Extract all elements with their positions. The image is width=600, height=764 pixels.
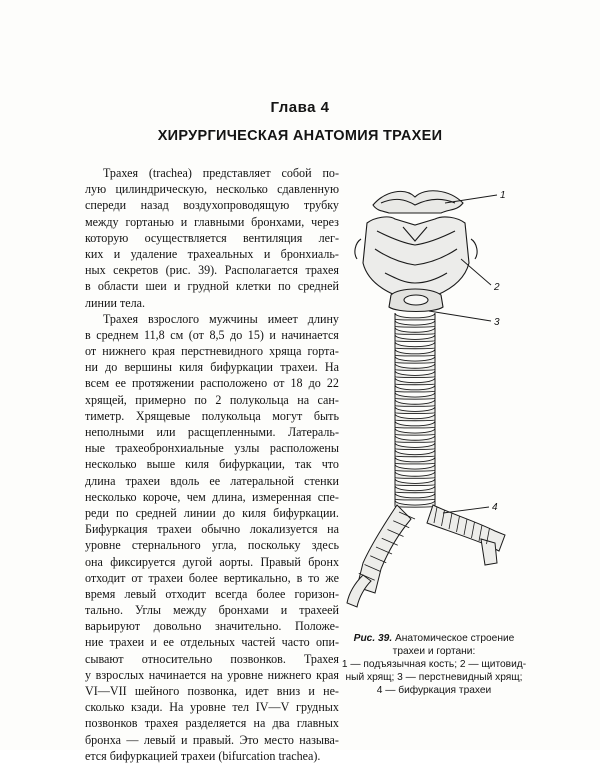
figure-label-1: 1: [500, 190, 506, 201]
text-line: ется бифуркацией трахеи (bifurcation trachea).: [85, 748, 321, 763]
text-line: Бифуркация трахеи обычно локализуется на: [85, 522, 339, 537]
text-line: позвонков трахея разделяется на два главных: [85, 716, 339, 731]
caption-line-4: ный хрящ; 3 — перстневидный хрящ;: [345, 672, 523, 683]
trachea-ring: [395, 486, 435, 493]
trachea-ring: [395, 335, 435, 342]
caption-line-5: 4 — бифуркация трахеи: [376, 685, 492, 696]
trachea-ring: [395, 407, 435, 414]
trachea-ring: [395, 450, 435, 457]
text-line: в области шеи и грудной клетки по средней: [85, 279, 339, 294]
trachea-ring: [395, 457, 435, 464]
text-line: в среднем 11,8 см (от 8,5 до 15) и начинается: [85, 327, 339, 342]
trachea-ring: [395, 342, 435, 349]
trachea-ring: [395, 378, 435, 385]
text-line: сывают относительно позвонков. Трахея: [85, 651, 339, 666]
caption-line-2: трахеи и гортани:: [392, 646, 476, 657]
figure-caption: [340, 632, 528, 697]
body-text: [85, 165, 339, 764]
figure-label-4: 4: [492, 502, 498, 513]
trachea-ring: [395, 349, 435, 356]
text-line: спереди назад воздухопроводящую трубку: [85, 198, 339, 213]
trachea-ring: [395, 363, 435, 370]
text-line: линии тела.: [85, 295, 146, 310]
trachea-ring: [395, 500, 435, 507]
trachea-ring: [395, 443, 435, 450]
text-line: несколько короче, чем длина, измеренная спе-: [85, 489, 339, 504]
trachea-ring: [395, 371, 435, 378]
text-line: всем ее протяжении расположено от 18 до 22: [85, 376, 339, 391]
text-line: несколько выше киля бифуркации, так что: [85, 457, 339, 472]
trachea-ring: [395, 435, 435, 442]
text-line: длина трахеи вдоль ее латеральной стенки: [85, 473, 339, 488]
caption-label: Рис. 39.: [353, 633, 393, 644]
trachea-ring: [395, 421, 435, 428]
text-line: ких и удаление трахеальных и бронхиаль-: [85, 246, 339, 261]
text-line: бронха — левый и правый. Это место называ-: [85, 732, 339, 747]
text-line: между гортанью и главными бронхами, через: [85, 214, 339, 229]
chapter-heading: Глава 4: [270, 99, 330, 116]
text-line: реди по средней линии до киля бифуркации.: [85, 505, 339, 520]
trachea-ring: [395, 414, 435, 421]
trachea-ring: [395, 320, 435, 327]
trachea-ring: [395, 313, 435, 320]
text-line: тиметр. Хрящевые полукольца могут быть: [85, 408, 339, 423]
text-line: лую цилиндрическую, несколько сдавленную: [85, 182, 339, 197]
trachea-ring: [395, 464, 435, 471]
trachea-ring: [395, 428, 435, 435]
text-line: сколько кзади. На уровне тел IV—V грудных: [85, 700, 339, 715]
text-line: тально. Углы между бронхами и трахеей: [85, 603, 339, 618]
text-line: которую осуществляется вентиляция лег-: [85, 230, 339, 245]
figure-label-2: 2: [494, 282, 500, 293]
trachea-ring: [395, 327, 435, 334]
text-line: ных секретов (рис. 39). Располагается трахея: [85, 263, 339, 278]
trachea-ring: [395, 471, 435, 478]
text-line: она фиксируется дугой аорты. Правый бронх: [85, 554, 339, 569]
text-line: ные трахеобронхиальные узлы расположены: [85, 441, 339, 456]
caption-line-3: 1 — подъязычная кость; 2 — щитовид-: [341, 659, 527, 670]
caption-line-1: Анатомическое строение: [395, 633, 515, 644]
text-line: у взрослых начинается на уровне нижнего края: [85, 667, 339, 682]
text-line: время левый отходит всегда более горизон-: [85, 586, 339, 601]
text-line: отходит от трахеи более вертикально, в то же: [85, 570, 339, 585]
text-line: уровне стернального угла, поскольку здесь: [85, 538, 339, 553]
text-line: от нижнего края перстневидного хряща горта-: [85, 344, 339, 359]
text-line: неполными или расщепленными. Латераль-: [85, 425, 339, 439]
trachea-illustration: [345, 183, 515, 623]
figure-label-3: 3: [494, 317, 500, 328]
text-line: Трахея взрослого мужчины имеет длину: [103, 311, 339, 326]
chapter-title: ХИРУРГИЧЕСКАЯ АНАТОМИЯ ТРАХЕИ: [157, 128, 443, 144]
trachea-ring: [395, 385, 435, 392]
trachea-ring: [395, 479, 435, 486]
trachea-ring: [395, 399, 435, 406]
trachea-ring: [395, 392, 435, 399]
text-line: VI—VII шейного позвонка, идет вниз и не-: [85, 684, 339, 698]
text-line: хрящей, примерно по 2 полукольца на сан-: [85, 392, 339, 407]
text-line: ни до вершины киля бифуркации трахеи. На: [85, 360, 339, 375]
trachea-ring: [395, 356, 435, 363]
text-line: ние трахеи и ее отдельных частей часто опи-: [85, 635, 339, 650]
text-line: Трахея (trachea) представляет собой по-: [103, 166, 339, 180]
trachea-ring: [395, 493, 435, 500]
text-line: варьируют довольно значительно. Положе-: [85, 619, 339, 634]
